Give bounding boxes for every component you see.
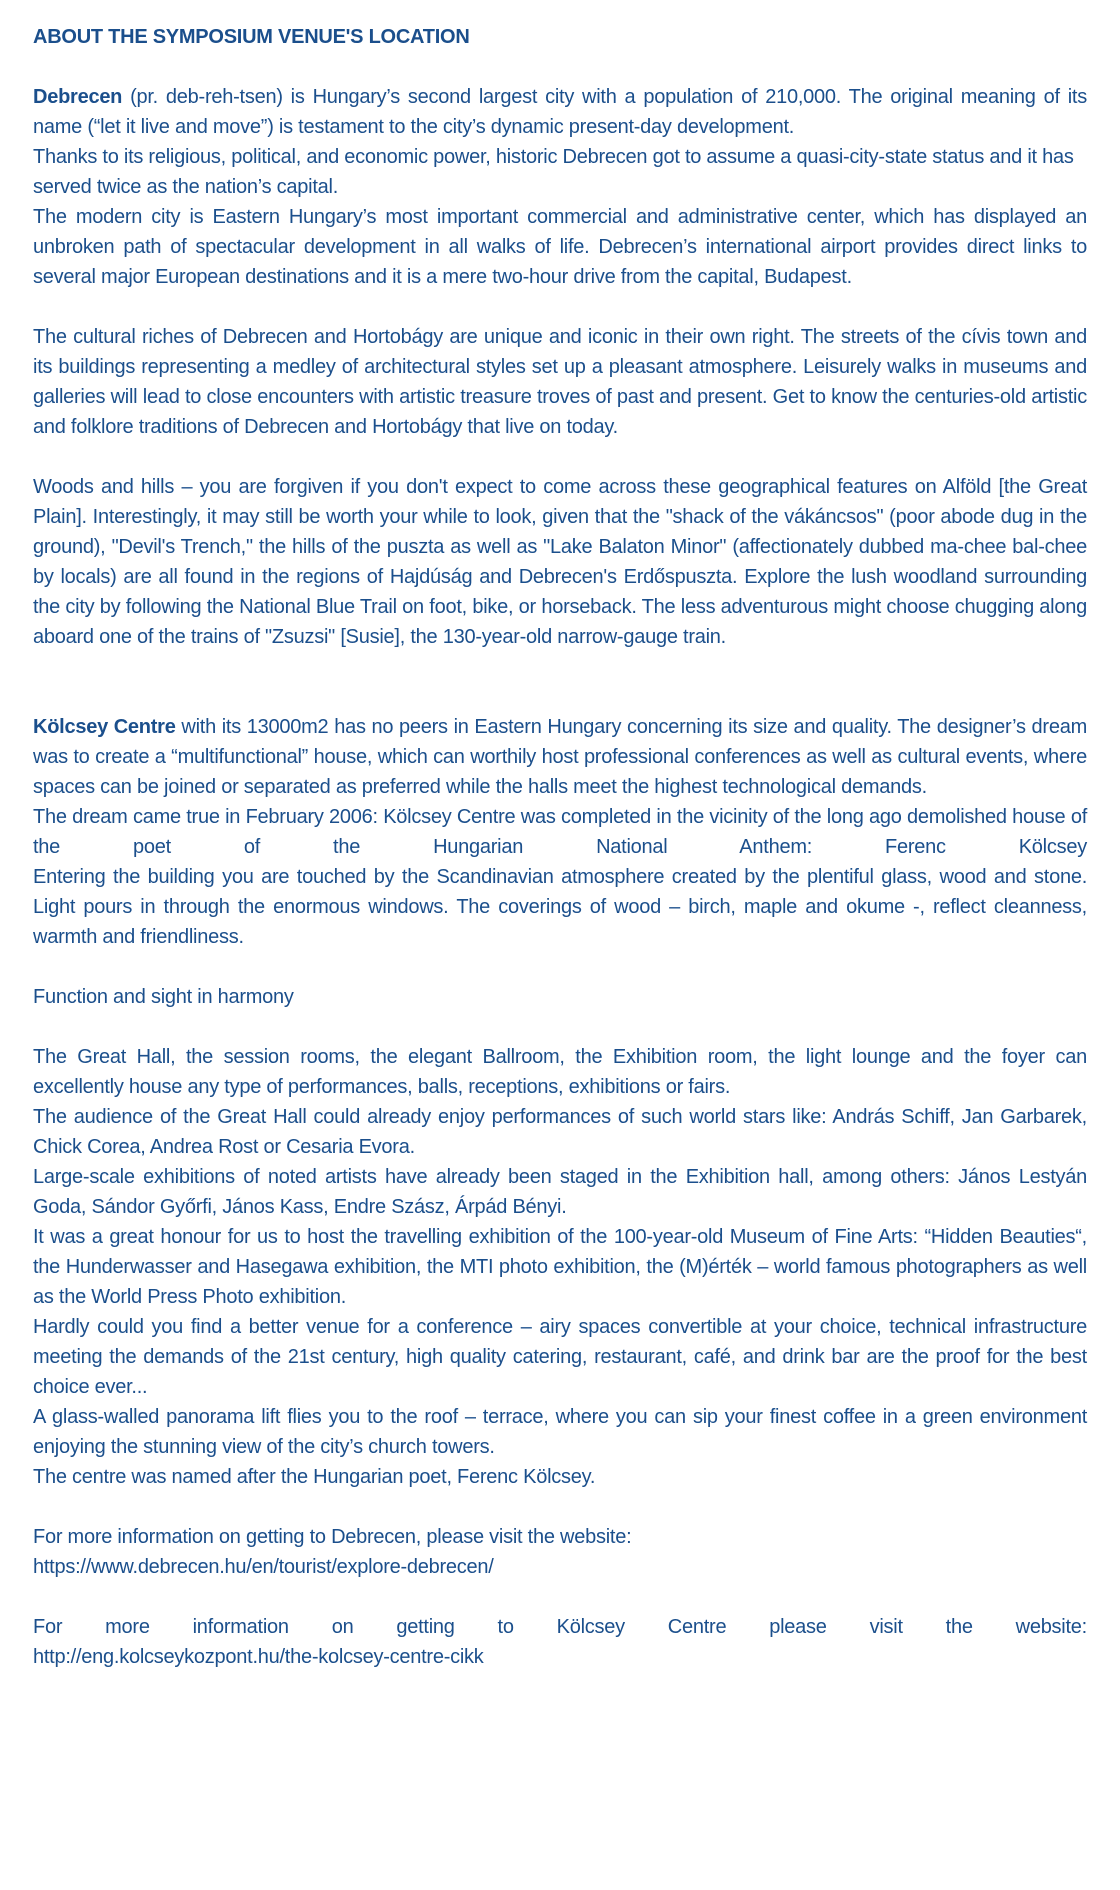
- culture-paragraph: The cultural riches of Debrecen and Hortobágy are unique and iconic in their own right. The streets of the cívis town and its buildings representing a medley of architectural styles set up a pleasant atmosphere. Leisurely walks in museums and galleries will lead to close encounters with artistic treasure troves of past and present. Get to know the centuries-old artistic and folklore traditions of Debrecen and Hortobágy that live on today.: [33, 326, 1087, 438]
- spacer: [33, 952, 1087, 982]
- section-subheading: Function and sight in harmony: [33, 986, 294, 1008]
- debrecen-history-paragraph: Thanks to its religious, political, and economic power, historic Debrecen got to assume a quasi-city-state status and it has served twice as the nation’s capital.: [33, 146, 1074, 198]
- spacer: [33, 292, 1087, 322]
- exhibitions-paragraph: Large-scale exhibitions of noted artists have already been staged in the Exhibition hall, among others: János Lestyán Goda, Sándor Győrfi, János Kass, Endre Szász, Árpád Bényi.: [33, 1166, 1087, 1218]
- spacer: [33, 652, 1087, 712]
- debrecen-info-text: For more information on getting to Debrecen, please visit the website:: [33, 1526, 632, 1548]
- debrecen-website-link[interactable]: https://www.debrecen.hu/en/tourist/explore-debrecen/: [33, 1556, 494, 1578]
- travelling-exhibition-paragraph: It was a great honour for us to host the travelling exhibition of the 100-year-old Museum of Fine Arts: “Hidden Beauties“, the Hunderwasser and Hasegawa exhibition, the MTI photo exhibition, the (M)érték – world famous photographers as well as the World Press Photo exhibition.: [33, 1226, 1087, 1308]
- kolcsey-interior-paragraph: Entering the building you are touched by the Scandinavian atmosphere created by the plentiful glass, wood and stone. Light pours in through the enormous windows. The coverings of wood – birch, maple and okume -, reflect cleanness, warmth and friendliness.: [33, 866, 1087, 948]
- kolcsey-info-text: For more information on getting to Kölcsey Centre please visit the website:: [33, 1616, 1087, 1638]
- kolcsey-dream-paragraph: The dream came true in February 2006: Kölcsey Centre was completed in the vicinity of the long ago demolished house of the poet of the Hungarian National Anthem: Ferenc Kölcsey: [33, 806, 1087, 858]
- debrecen-intro-text: (pr. deb-reh-tsen) is Hungary’s second largest city with a population of 210,000. The original meaning of its name (“let it live and move”) is testament to the city’s dynamic present-day development.: [33, 86, 1087, 138]
- performances-paragraph: The audience of the Great Hall could already enjoy performances of such world stars like: András Schiff, Jan Garbarek, Chick Corea, Andrea Rost or Cesaria Evora.: [33, 1106, 1087, 1158]
- document-page: [33, 22, 1087, 1672]
- centre-name-paragraph: The centre was named after the Hungarian poet, Ferenc Kölcsey.: [33, 1466, 596, 1488]
- kolcsey-name: Kölcsey Centre: [33, 716, 176, 738]
- halls-paragraph: The Great Hall, the session rooms, the elegant Ballroom, the Exhibition room, the light lounge and the foyer can excellently house any type of performances, balls, receptions, exhibitions or fairs.: [33, 1046, 1087, 1098]
- spacer: [33, 1582, 1087, 1612]
- conference-venue-paragraph: Hardly could you find a better venue for a conference – airy spaces convertible at your choice, technical infrastructure meeting the demands of the 21st century, high quality catering, restaurant, café, and drink bar are the proof for the best choice ever...: [33, 1316, 1087, 1398]
- debrecen-modern-paragraph: The modern city is Eastern Hungary’s most important commercial and administrative center, which has displayed an unbroken path of spectacular development in all walks of life. Debrecen’s international airport provides direct links to several major European destinations and it is a mere two-hour drive from the capital, Budapest.: [33, 206, 1087, 288]
- spacer: [33, 442, 1087, 472]
- panorama-lift-paragraph: A glass-walled panorama lift flies you to the roof – terrace, where you can sip your finest coffee in a green environment enjoying the stunning view of the city’s church towers.: [33, 1406, 1087, 1458]
- kolcsey-website-link[interactable]: http://eng.kolcseykozpont.hu/the-kolcsey-centre-cikk: [33, 1646, 484, 1668]
- woods-paragraph: Woods and hills – you are forgiven if you don't expect to come across these geographical features on Alföld [the Great Plain]. Interestingly, it may still be worth your while to look, given that the "shack of the vákáncsos" (poor abode dug in the ground), "Devil's Trench," the hills of the puszta as well as "Lake Balaton Minor" (affectionately dubbed ma-chee bal-chee by locals) are all found in the regions of Hajdúság and Debrecen's Erdőspuszta. Explore the lush woodland surrounding the city by following the National Blue Trail on foot, bike, or horseback. The less adventurous might choose chugging along aboard one of the trains of "Zsuzsi" [Susie], the 130-year-old narrow-gauge train.: [33, 476, 1087, 648]
- kolcsey-intro-text: with its 13000m2 has no peers in Eastern Hungary concerning its size and quality. The designer’s dream was to create a “multifunctional” house, which can worthily host professional conferences as well as cultural events, where spaces can be joined or separated as preferred while the halls meet the highest technological demands.: [33, 716, 1087, 798]
- debrecen-name: Debrecen: [33, 86, 123, 108]
- spacer: [33, 1012, 1087, 1042]
- spacer: [33, 1492, 1087, 1522]
- debrecen-intro-paragraph: [33, 82, 1087, 142]
- kolcsey-intro-paragraph: [33, 712, 1087, 802]
- page-title: ABOUT THE SYMPOSIUM VENUE'S LOCATION: [33, 26, 470, 48]
